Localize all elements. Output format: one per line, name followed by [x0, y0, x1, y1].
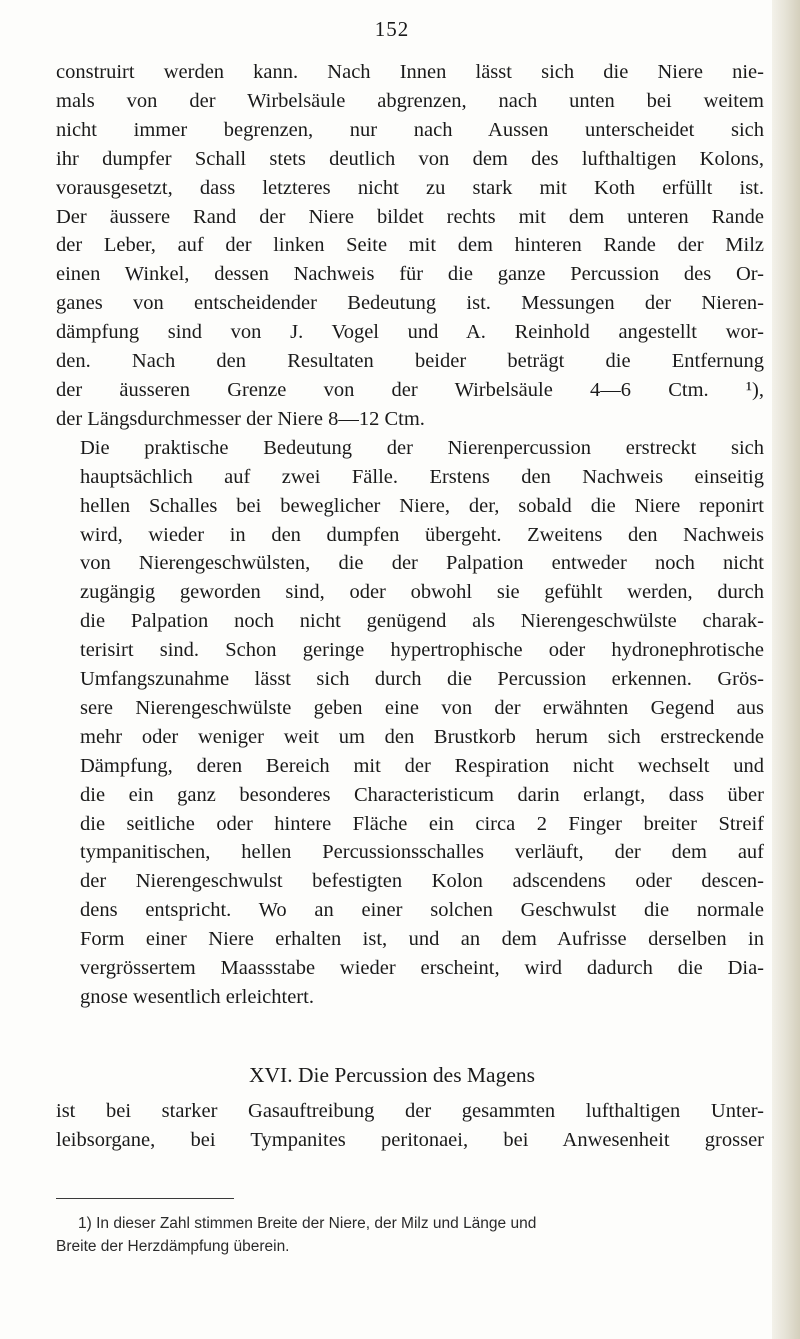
- text-line: einen Winkel, dessen Nachweis für die ganze Percussion des Or-: [56, 263, 764, 286]
- text-line: terisirt sind. Schon geringe hypertrophische oder hydronephrotische: [80, 639, 764, 662]
- text-line: ihr dumpfer Schall stets deutlich von dem des lufthaltigen Kolons,: [56, 147, 764, 170]
- text-line: die ein ganz besonderes Characteristicum darin erlangt, dass über: [80, 783, 764, 806]
- text-line: gnose wesentlich erleichtert.: [80, 986, 314, 1008]
- paragraph-1: [56, 58, 764, 434]
- page-number: 152: [374, 17, 410, 41]
- section-text: [56, 1097, 764, 1155]
- paragraph-2: [56, 434, 764, 1012]
- text-line: mals von der Wirbelsäule abgrenzen, nach unten bei weitem: [56, 89, 764, 112]
- text-line: vorausgesetzt, dass letzteres nicht zu stark mit Koth erfüllt ist.: [56, 176, 764, 199]
- footnote: [56, 1212, 748, 1258]
- footnote-line: Breite der Herzdämpfung überein.: [56, 1238, 290, 1255]
- section-heading: XVI. Die Percussion des Magens: [248, 1063, 536, 1087]
- text-line: leibsorgane, bei Tympanites peritonaei, bei Anwesenheit grosser: [56, 1128, 764, 1151]
- text-line: dens entspricht. Wo an einer solchen Geschwulst die normale: [80, 899, 764, 922]
- text-line: tympanitischen, hellen Percussionsschalles verläuft, der dem auf: [80, 841, 764, 864]
- text-line: construirt werden kann. Nach Innen lässt sich die Niere nie-: [56, 61, 764, 83]
- main-text: [56, 58, 764, 1012]
- text-line: ganes von entscheidender Bedeutung ist. Messungen der Nieren-: [56, 292, 764, 315]
- text-line: der Leber, auf der linken Seite mit dem hinteren Rande der Milz: [56, 234, 764, 257]
- text-line: Dämpfung, deren Bereich mit der Respiration nicht wechselt und: [80, 754, 764, 777]
- text-line: der äusseren Grenze von der Wirbelsäule 4—6 Ctm. ¹),: [56, 378, 764, 401]
- text-line: den. Nach den Resultaten beider beträgt die Entfernung: [56, 350, 764, 373]
- text-line: Die praktische Bedeutung der Nierenpercussion erstreckt sich: [80, 436, 764, 459]
- text-line: nicht immer begrenzen, nur nach Aussen unterscheidet sich: [56, 118, 764, 141]
- text-line: dämpfung sind von J. Vogel und A. Reinhold angestellt wor-: [56, 321, 764, 344]
- text-line: Umfangszunahme lässt sich durch die Percussion erkennen. Grös-: [80, 668, 764, 691]
- text-line: die seitliche oder hintere Fläche ein circa 2 Finger breiter Streif: [80, 812, 764, 835]
- footnote-divider: [56, 1198, 234, 1199]
- text-line: der Längsdurchmesser der Niere 8—12 Ctm.: [56, 407, 425, 430]
- text-line: sere Nierengeschwülste geben eine von der erwähnten Gegend aus: [80, 696, 764, 719]
- text-line: der Nierengeschwulst befestigten Kolon adscendens oder descen-: [80, 870, 764, 893]
- text-line: hauptsächlich auf zwei Fälle. Erstens den Nachweis einseitig: [80, 465, 764, 488]
- text-line: von Nierengeschwülsten, die der Palpation entweder noch nicht: [80, 552, 764, 575]
- text-line: die Palpation noch nicht genügend als Nierengeschwülste charak-: [80, 610, 764, 633]
- text-line: vergrössertem Maassstabe wieder erscheint, wird dadurch die Dia-: [80, 957, 764, 980]
- text-line: hellen Schalles bei beweglicher Niere, der, sobald die Niere reponirt: [80, 494, 764, 517]
- text-line: zugängig geworden sind, oder obwohl sie gefühlt werden, durch: [80, 581, 764, 604]
- text-line: wird, wieder in den dumpfen übergeht. Zweitens den Nachweis: [80, 523, 764, 546]
- page-edge-shadow: [772, 0, 800, 1339]
- text-line: Der äussere Rand der Niere bildet rechts mit dem unteren Rande: [56, 205, 764, 228]
- text-line: mehr oder weniger weit um den Brustkorb herum sich erstreckende: [80, 725, 764, 748]
- text-line: ist bei starker Gasauftreibung der gesammten lufthaltigen Unter-: [56, 1100, 764, 1122]
- footnote-line: 1) In dieser Zahl stimmen Breite der Niere, der Milz und Länge und: [78, 1215, 537, 1232]
- text-line: Form einer Niere erhalten ist, und an dem Aufrisse derselben in: [80, 928, 764, 951]
